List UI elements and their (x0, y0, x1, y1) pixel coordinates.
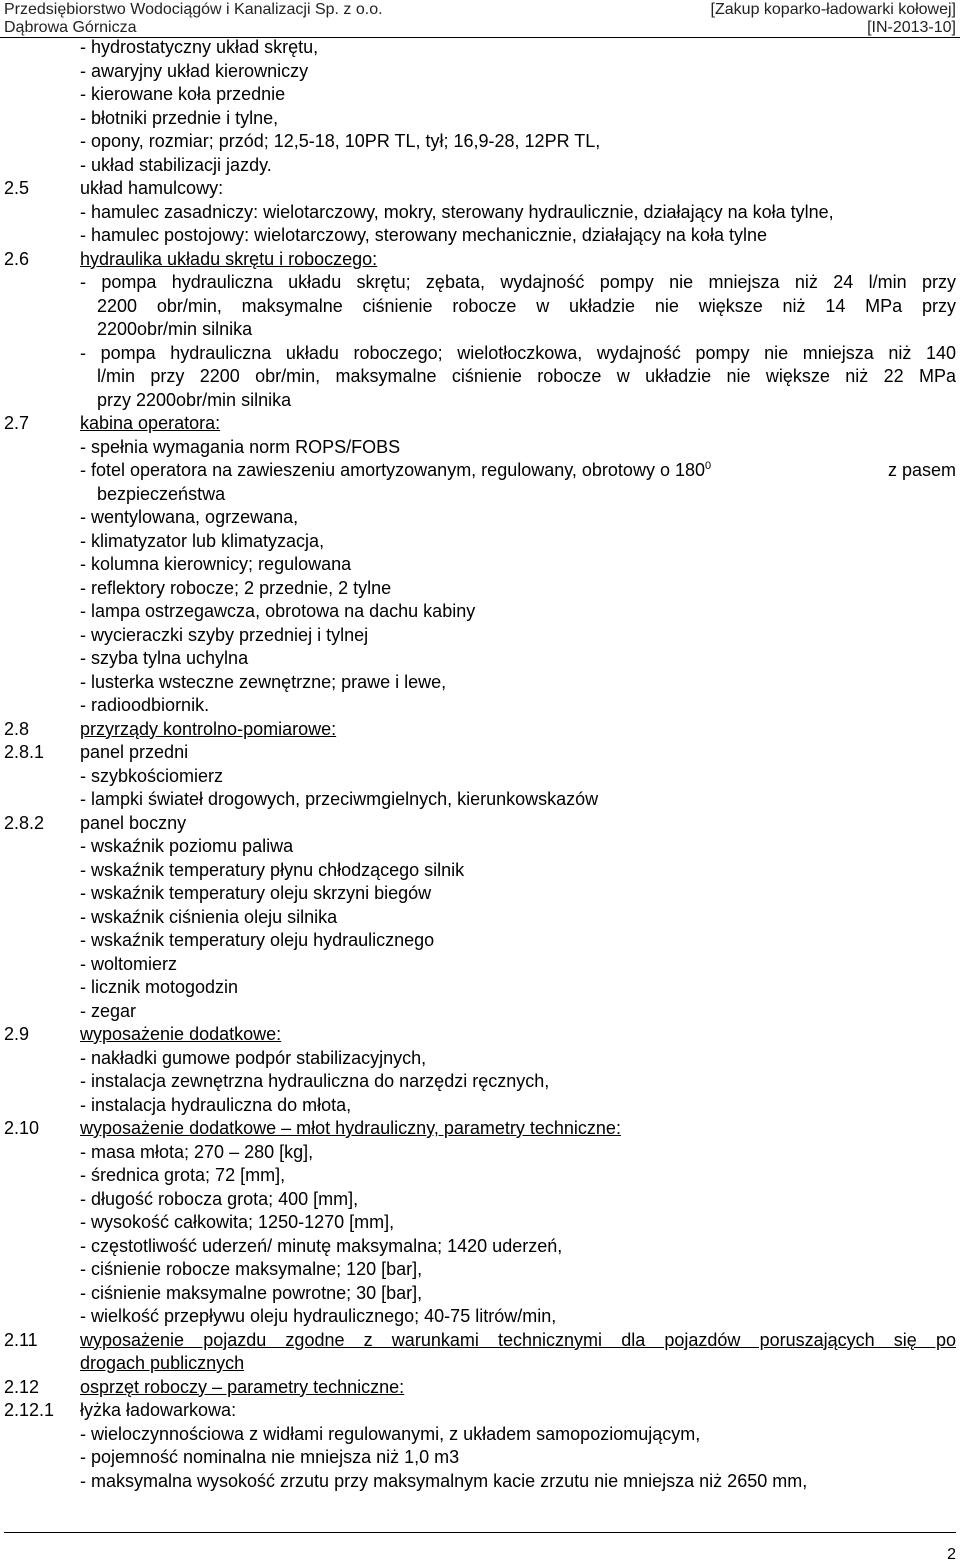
document-line (0, 389, 960, 413)
document-line (0, 530, 960, 554)
document-line (0, 154, 960, 178)
document-line (0, 177, 960, 201)
line-text: - wskaźnik temperatury oleju skrzyni biegów (80, 883, 432, 903)
document-line (0, 1470, 960, 1494)
document-line (0, 60, 960, 84)
document-line (0, 1235, 960, 1259)
page-number: 2 (947, 1546, 956, 1563)
document-subject: [Zakup koparko-ładowarki kołowej] (710, 1, 956, 18)
section-heading: panel przedni (80, 742, 189, 762)
document-line (0, 694, 960, 718)
section-heading: układ hamulcowy: (80, 178, 224, 198)
line-text: - lampa ostrzegawcza, obrotowa na dachu kabiny (80, 601, 476, 621)
document-line (0, 318, 960, 342)
document-line (0, 577, 960, 601)
document-line (0, 1023, 960, 1047)
document-line (0, 647, 960, 671)
document-line (0, 859, 960, 883)
line-text: 2200obr/min silnika (97, 319, 253, 339)
line-text: - wycieraczki szyby przedniej i tylnej (80, 624, 369, 645)
section-number: 2.5 (4, 178, 30, 198)
line-text: - szybkościomierz (80, 765, 224, 786)
document-line (0, 459, 960, 483)
document-line (0, 1282, 960, 1306)
line-text: 2200 obr/min, maksymalne ciśnienie robocze w układzie nie większe niż 14 MPa przy (97, 295, 956, 316)
document-line (0, 130, 960, 154)
document-line (0, 1070, 960, 1094)
document-line (0, 1423, 960, 1447)
section-heading: kabina operatora: (80, 413, 221, 433)
line-text: - wskaźnik ciśnienia oleju silnika (80, 906, 338, 927)
document-line (0, 671, 960, 695)
section-number: 2.11 (4, 1329, 38, 1350)
document-line (0, 906, 960, 930)
page-header (0, 0, 960, 38)
line-text: - wskaźnik temperatury płynu chłodzącego silnik (80, 859, 465, 880)
document-line (0, 1446, 960, 1470)
document-line (0, 929, 960, 953)
document-line (0, 1305, 960, 1329)
section-number: 2.9 (4, 1024, 30, 1044)
line-text: - wysokość całkowita; 1250-1270 [mm], (80, 1212, 395, 1232)
document-line (0, 788, 960, 812)
line-text: - radioodbiornik. (80, 695, 210, 715)
line-text-end: z pasem (887, 460, 956, 480)
line-text: - licznik motogodzin (80, 977, 239, 997)
line-text: - maksymalna wysokość zrzutu przy maksymalnym kacie zrzutu nie mniejsza niż 2650 mm, (80, 1470, 808, 1491)
line-text: - masa młota; 270 – 280 [kg], (80, 1141, 314, 1162)
document-line (0, 365, 960, 389)
document-line (0, 553, 960, 577)
document-line (0, 295, 960, 319)
section-heading: panel boczny (80, 812, 187, 833)
document-line (0, 741, 960, 765)
document-line (0, 953, 960, 977)
line-text: - układ stabilizacji jazdy. (80, 154, 272, 175)
document-line (0, 248, 960, 272)
line-text: l/min przy 2200 obr/min, maksymalne ciśnienie robocze w układzie nie większe niż 22 MPa (97, 366, 956, 386)
line-text: - kierowane koła przednie (80, 84, 286, 104)
line-text: bezpieczeństwa (97, 483, 226, 504)
section-heading: przyrządy kontrolno-pomiarowe: (80, 718, 337, 739)
section-heading: wyposażenie dodatkowe – młot hydrauliczny, parametry techniczne: (80, 1118, 621, 1138)
company-city: Dąbrowa Górnicza (4, 19, 137, 36)
line-text: - kolumna kierownicy; regulowana (80, 554, 352, 574)
document-line (0, 1000, 960, 1024)
document-line (0, 412, 960, 436)
line-text: przy 2200obr/min silnika (97, 389, 292, 410)
document-line (0, 1117, 960, 1141)
line-text: - pompa hydrauliczna układu skrętu; zębata, wydajność pompy nie mniejsza niż 24 l/min przy (80, 272, 956, 292)
document-line (0, 436, 960, 460)
document-line (0, 1399, 960, 1423)
document-line (0, 812, 960, 836)
line-text: - hamulec postojowy: wielotarczowy, sterowany mechanicznie, działający na koła tylne (80, 225, 767, 245)
section-heading: wyposażenie dodatkowe: (80, 1024, 282, 1044)
document-line (0, 1164, 960, 1188)
section-number: 2.7 (4, 413, 30, 433)
document-line (0, 1211, 960, 1235)
document-line (0, 83, 960, 107)
document-code: [IN-2013-10] (867, 19, 956, 36)
degree-superscript: 0 (705, 460, 712, 472)
section-number: 2.8 (4, 718, 30, 739)
company-name: Przedsiębiorstwo Wodociągów i Kanalizacji Sp. z o.o. (4, 1, 383, 18)
line-text: - hamulec zasadniczy: wielotarczowy, mokry, sterowany hydraulicznie, działający na koła tylne, (80, 201, 834, 222)
line-text: - pojemność nominalna nie mniejsza niż 1,0 m3 (80, 1447, 460, 1467)
document-line (0, 624, 960, 648)
line-text: - długość robocza grota; 400 [mm], (80, 1188, 359, 1209)
document-line (0, 1329, 960, 1353)
document-line (0, 1376, 960, 1400)
line-text: - awaryjny układ kierowniczy (80, 60, 309, 81)
document-line (0, 765, 960, 789)
document-body (0, 36, 960, 1493)
line-text: - średnica grota; 72 [mm], (80, 1165, 286, 1185)
line-text: - woltomierz (80, 953, 178, 974)
document-line (0, 1352, 960, 1376)
document-line (0, 1258, 960, 1282)
document-line (0, 224, 960, 248)
line-text-start: - fotel operatora na zawieszeniu amortyzowanym, regulowany, obrotowy o 180 (80, 460, 705, 480)
line-text: - ciśnienie maksymalne powrotne; 30 [bar], (80, 1282, 423, 1303)
document-line (0, 483, 960, 507)
line-text: - instalacja zewnętrzna hydrauliczna do narzędzi ręcznych, (80, 1071, 550, 1091)
line-text: - wielkość przepływu oleju hydraulicznego; 40-75 litrów/min, (80, 1306, 557, 1326)
document-line (0, 600, 960, 624)
document-line (0, 107, 960, 131)
line-text: - szyba tylna uchylna (80, 648, 249, 668)
line-text: - wentylowana, ogrzewana, (80, 507, 299, 527)
section-number: 2.12 (4, 1376, 40, 1397)
section-heading: osprzęt roboczy – parametry techniczne: (80, 1376, 405, 1397)
line-text: - ciśnienie robocze maksymalne; 120 [bar], (80, 1259, 423, 1279)
line-text: - zegar (80, 1000, 137, 1021)
section-heading: wyposażenie pojazdu zgodne z warunkami technicznymi dla pojazdów poruszających się po (80, 1329, 956, 1350)
section-number: 2.6 (4, 248, 30, 269)
line-text: - instalacja hydrauliczna do młota, (80, 1094, 352, 1115)
line-text: - lusterka wsteczne zewnętrzne; prawe i lewe, (80, 671, 447, 692)
line-text: - wskaźnik poziomu paliwa (80, 836, 294, 856)
section-heading: hydraulika układu skrętu i roboczego: (80, 248, 378, 269)
line-text: - wieloczynnościowa z widłami regulowanymi, z układem samopoziomującym, (80, 1423, 701, 1444)
document-line (0, 506, 960, 530)
document-line (0, 976, 960, 1000)
line-text: - klimatyzator lub klimatyzacja, (80, 530, 325, 551)
document-line (0, 1094, 960, 1118)
document-line (0, 1188, 960, 1212)
document-line (0, 271, 960, 295)
document-line (0, 718, 960, 742)
line-text: drogach publicznych (80, 1353, 245, 1373)
line-text: - nakładki gumowe podpór stabilizacyjnych, (80, 1047, 427, 1068)
document-line (0, 342, 960, 366)
line-text: - spełnia wymagania norm ROPS/FOBS (80, 436, 401, 457)
line-text: - pompa hydrauliczna układu roboczego; wielotłoczkowa, wydajność pompy nie mniejsza niż 140 (80, 342, 956, 363)
section-heading: łyżka ładowarkowa: (80, 1400, 237, 1420)
document-line (0, 882, 960, 906)
document-line (0, 1141, 960, 1165)
line-text: - opony, rozmiar; przód; 12,5-18, 10PR TL, tył; 16,9-28, 12PR TL, (80, 131, 601, 151)
line-text: - częstotliwość uderzeń/ minutę maksymalna; 1420 uderzeń, (80, 1235, 563, 1256)
line-text: - lampki świateł drogowych, przeciwmgielnych, kierunkowskazów (80, 789, 599, 809)
line-text: - hydrostatyczny układ skrętu, (80, 37, 319, 57)
document-line (0, 36, 960, 60)
line-text-main (80, 459, 711, 483)
document-line (0, 835, 960, 859)
section-number: 2.8.2 (4, 812, 45, 833)
line-text: - błotniki przednie i tylne, (80, 107, 279, 128)
footer-rule (4, 1532, 956, 1533)
section-number: 2.8.1 (4, 742, 45, 762)
page-footer (0, 1532, 960, 1561)
document-line (0, 1047, 960, 1071)
line-text: - wskaźnik temperatury oleju hydraulicznego (80, 930, 435, 950)
section-number: 2.12.1 (4, 1400, 55, 1420)
line-text (80, 459, 956, 483)
line-text: - reflektory robocze; 2 przednie, 2 tylne (80, 577, 392, 598)
document-line (0, 201, 960, 225)
section-number: 2.10 (4, 1118, 40, 1138)
